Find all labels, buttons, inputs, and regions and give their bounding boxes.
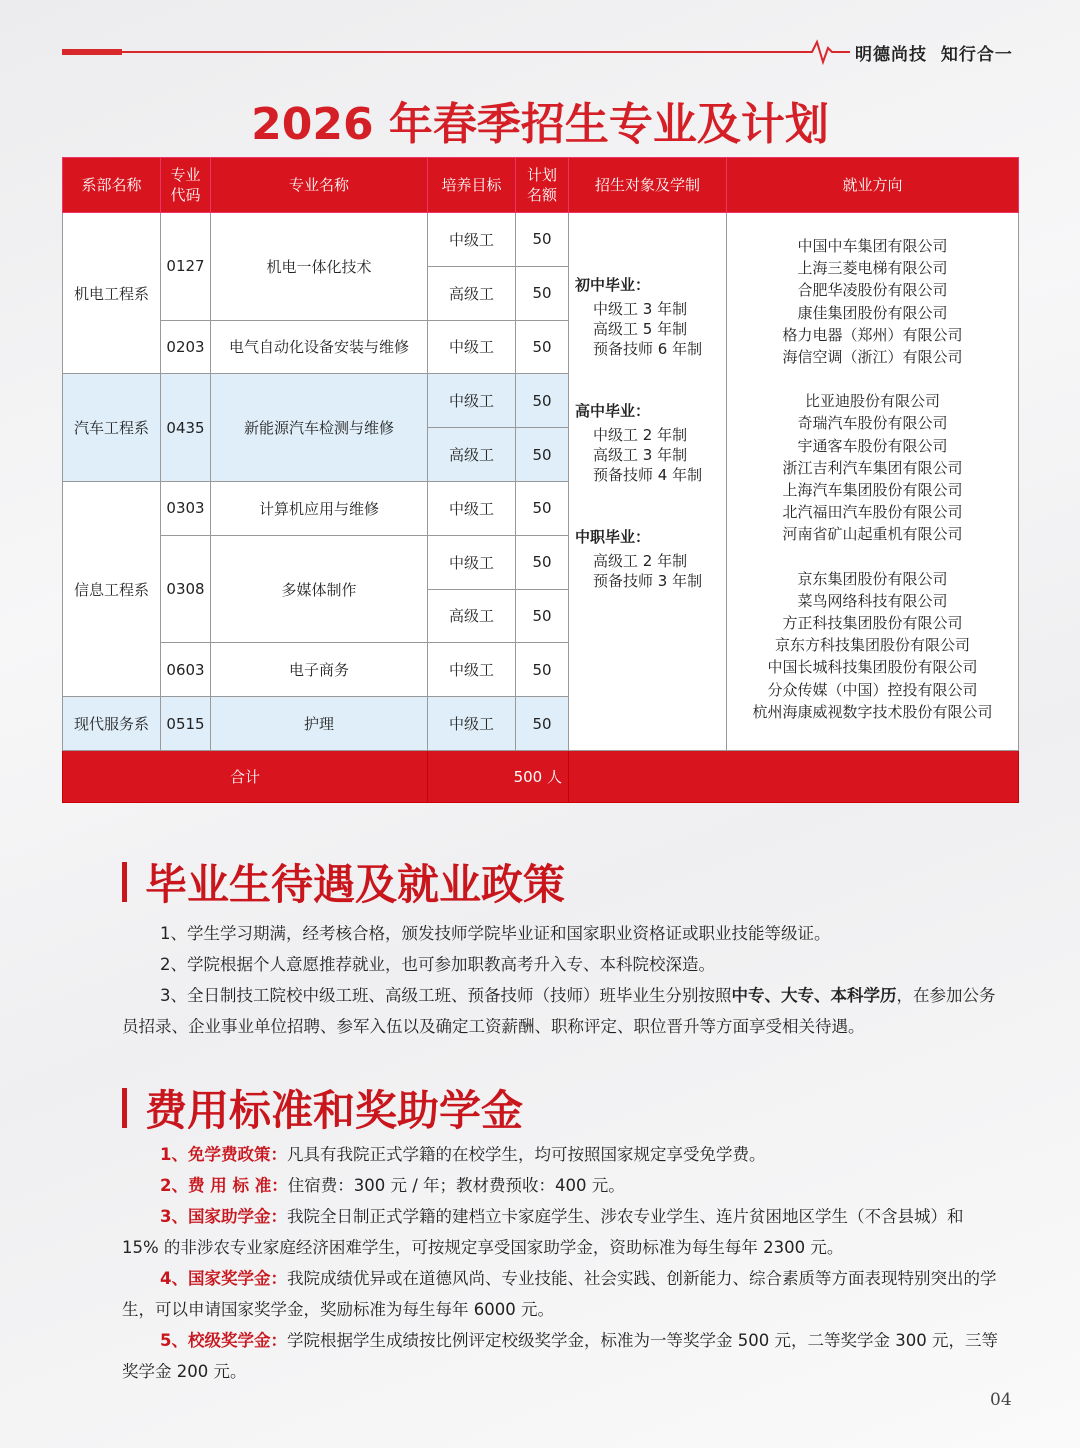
enroll-heading: 初中毕业： xyxy=(575,276,651,294)
quota-cell: 50 xyxy=(516,697,569,751)
total-empty xyxy=(569,750,1019,802)
enroll-line: 高级工 5 年制 xyxy=(593,320,688,338)
quota-cell: 50 xyxy=(516,481,569,535)
target-cell: 中级工 xyxy=(428,697,516,751)
employer: 杭州海康威视数字技术股份有限公司 xyxy=(752,702,993,721)
code-cell: 0303 xyxy=(161,481,211,535)
col-header-department: 系部名称 xyxy=(63,158,161,213)
employer-group xyxy=(727,235,1018,368)
quota-cell: 50 xyxy=(516,320,569,374)
target-cell: 中级工 xyxy=(428,374,516,428)
motto: 明德尚技 知行合一 xyxy=(855,45,1013,65)
fee-item xyxy=(122,1201,1002,1263)
employer-group xyxy=(727,390,1018,545)
total-row xyxy=(63,750,1019,802)
fee-text: 凡具有我院正式学籍的在校学生，均可按照国家规定享受免学费。 xyxy=(286,1145,766,1164)
page-number: 04 xyxy=(990,1390,1012,1410)
major-cell: 计算机应用与维修 xyxy=(211,481,428,535)
graduate-policy-text xyxy=(122,918,1002,1042)
quota-cell: 50 xyxy=(516,266,569,320)
enrollment-plan-table xyxy=(62,157,1019,803)
code-cell: 0127 xyxy=(161,213,211,321)
employer-group xyxy=(727,568,1018,723)
pulse-icon xyxy=(800,38,850,66)
target-cell: 高级工 xyxy=(428,428,516,482)
fee-text: 学院根据学生成绩按比例评定校级奖学金，标准为一等奖学金 500 元，二等奖学金 300 元，三等奖学金 200 元。 xyxy=(122,1331,998,1381)
major-cell: 多媒体制作 xyxy=(211,535,428,643)
target-cell: 高级工 xyxy=(428,589,516,643)
col-header-code: 专业 代码 xyxy=(161,158,211,213)
fee-text: 住宿费：300 元 / 年；教材费预收：400 元。 xyxy=(287,1176,625,1195)
enroll-line: 高级工 2 年制 xyxy=(593,552,688,570)
quota-cell: 50 xyxy=(516,589,569,643)
total-value: 500 人 xyxy=(428,750,569,802)
fee-label: 4、国家奖学金： xyxy=(160,1269,287,1288)
target-cell: 中级工 xyxy=(428,643,516,697)
col-header-major: 专业名称 xyxy=(211,158,428,213)
employer: 比亚迪股份有限公司 xyxy=(804,392,940,411)
code-cell: 0515 xyxy=(161,697,211,751)
fee-item xyxy=(122,1170,1002,1201)
enroll-heading: 高中毕业： xyxy=(575,402,651,420)
table-row xyxy=(63,213,1019,267)
policy-emphasis: 中专、大专、本科学历 xyxy=(731,986,897,1005)
col-header-enrollment: 招生对象及学制 xyxy=(569,158,727,213)
enroll-line: 中级工 3 年制 xyxy=(593,300,688,318)
fee-item xyxy=(122,1263,1002,1325)
target-cell: 中级工 xyxy=(428,320,516,374)
col-header-target: 培养目标 xyxy=(428,158,516,213)
section-title: 费用标准和奖助学金 xyxy=(145,1086,524,1135)
employer: 格力电器（郑州）有限公司 xyxy=(782,325,963,344)
total-label: 合计 xyxy=(63,750,428,802)
policy-item: 2、学院根据个人意愿推荐就业，也可参加职教高考升入专、本科院校深造。 xyxy=(160,955,715,974)
quota-cell: 50 xyxy=(516,428,569,482)
quota-cell: 50 xyxy=(516,643,569,697)
enrollment-cell xyxy=(569,213,727,751)
enroll-heading: 中职毕业： xyxy=(575,528,651,546)
major-cell: 机电一体化技术 xyxy=(211,213,428,321)
quota-cell: 50 xyxy=(516,535,569,589)
major-cell: 电气自动化设备安装与维修 xyxy=(211,320,428,374)
fee-label: 1、免学费政策： xyxy=(160,1145,287,1164)
major-cell: 新能源汽车检测与维修 xyxy=(211,374,428,482)
department-cell: 现代服务系 xyxy=(63,697,161,751)
enroll-line: 预备技师 3 年制 xyxy=(593,572,703,590)
fee-label: 3、国家助学金： xyxy=(160,1207,287,1226)
page-title: 2026 年春季招生专业及计划 xyxy=(251,99,829,150)
employer: 宇通客车股份有限公司 xyxy=(797,436,948,455)
fee-text: 我院全日制正式学籍的建档立卡家庭学生、涉农专业学生、连片贫困地区学生（不含县城）和 15% 的非涉农专业家庭经济困难学生，可按规定享受国家助学金，资助标准为每生每年 2300 元。 xyxy=(122,1207,964,1257)
code-cell: 0603 xyxy=(161,643,211,697)
employer: 中国长城科技集团股份有限公司 xyxy=(767,658,978,677)
fee-item xyxy=(122,1325,1002,1387)
target-cell: 中级工 xyxy=(428,481,516,535)
code-cell: 0435 xyxy=(161,374,211,482)
code-cell: 0203 xyxy=(161,320,211,374)
major-cell: 护理 xyxy=(211,697,428,751)
section-heading-fees xyxy=(122,1078,523,1138)
department-cell: 汽车工程系 xyxy=(63,374,161,482)
fee-label: 5、校级奖学金： xyxy=(160,1331,287,1350)
employer: 分众传媒（中国）控投有限公司 xyxy=(767,680,978,699)
employer: 中国中车集团有限公司 xyxy=(797,237,948,255)
enroll-line: 预备技师 6 年制 xyxy=(593,340,703,358)
employer: 河南省矿山起重机有限公司 xyxy=(782,525,963,544)
code-cell: 0308 xyxy=(161,535,211,643)
department-cell: 信息工程系 xyxy=(63,481,161,696)
fee-text: 我院成绩优异或在道德风尚、专业技能、社会实践、创新能力、综合素质等方面表现特别突出的学生，可以申请国家奖学金，奖励标准为每生每年 6000 元。 xyxy=(122,1269,997,1319)
employer: 上海三菱电梯有限公司 xyxy=(797,259,948,278)
employer: 菜鸟网络科技有限公司 xyxy=(797,591,948,610)
policy-text: ，在参加公务员招录、企业事业单位招聘、参军入伍以及确定工资薪酬、职称评定、职位晋升等方面享受相关待遇。 xyxy=(122,986,996,1036)
employer: 方正科技集团股份有限公司 xyxy=(782,614,963,633)
fees-text xyxy=(122,1139,1002,1387)
section-heading-graduate-policy xyxy=(122,852,565,912)
enroll-line: 预备技师 4 年制 xyxy=(593,466,703,484)
enroll-line: 高级工 3 年制 xyxy=(593,446,688,464)
enroll-line: 中级工 2 年制 xyxy=(593,426,688,444)
target-cell: 中级工 xyxy=(428,213,516,267)
quota-cell: 50 xyxy=(516,213,569,267)
employment-cell xyxy=(727,213,1019,751)
employer: 北汽福田汽车股份有限公司 xyxy=(782,503,963,522)
section-title: 毕业生待遇及就业政策 xyxy=(145,860,566,909)
department-cell: 机电工程系 xyxy=(63,213,161,374)
employer: 海信空调（浙江）有限公司 xyxy=(782,348,963,367)
col-header-employment: 就业方向 xyxy=(727,158,1019,213)
quota-cell: 50 xyxy=(516,374,569,428)
employer: 合肥华凌股份有限公司 xyxy=(797,281,948,300)
header-rule xyxy=(62,51,802,53)
employer: 奇瑞汽车股份有限公司 xyxy=(797,414,948,433)
fee-label: 2、费 用 标 准： xyxy=(160,1176,288,1195)
policy-item xyxy=(122,980,1002,1042)
employer: 康佳集团股份有限公司 xyxy=(797,303,948,322)
target-cell: 中级工 xyxy=(428,535,516,589)
heading-bar xyxy=(122,1088,127,1128)
target-cell: 高级工 xyxy=(428,266,516,320)
employer: 上海汽车集团股份有限公司 xyxy=(782,481,963,500)
employer: 京东方科技集团股份有限公司 xyxy=(774,636,970,655)
policy-item: 1、学生学习期满，经考核合格，颁发技师学院毕业证和国家职业资格证或职业技能等级证。 xyxy=(160,924,831,943)
policy-text: 3、全日制技工院校中级工班、高级工班、预备技师（技师）班毕业生分别按照 xyxy=(160,986,732,1005)
col-header-quota: 计划 名额 xyxy=(516,158,569,213)
employer: 京东集团股份有限公司 xyxy=(797,569,948,588)
fee-item xyxy=(122,1139,1002,1170)
heading-bar xyxy=(122,862,127,902)
employer: 浙江吉利汽车集团有限公司 xyxy=(782,458,963,477)
major-cell: 电子商务 xyxy=(211,643,428,697)
